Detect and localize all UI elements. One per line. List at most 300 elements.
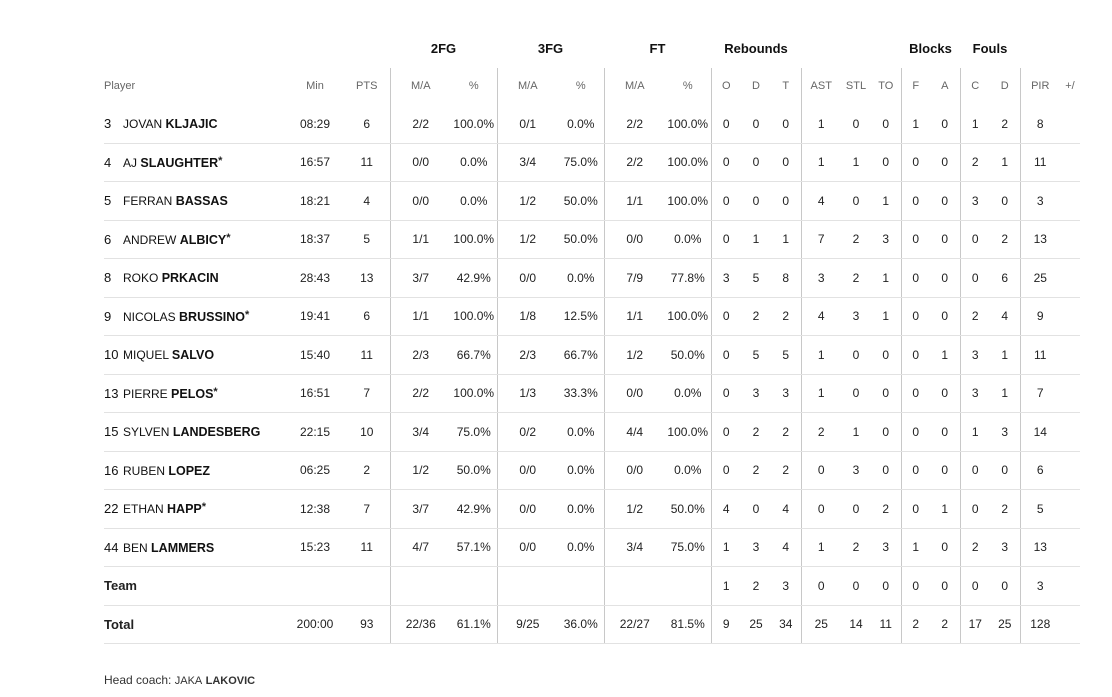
cell-ft-ma: 0/0 — [604, 220, 665, 259]
column-header-row — [104, 68, 1080, 106]
cell-ft-ma: 7/9 — [604, 259, 665, 298]
cell-ft-ma: 4/4 — [604, 413, 665, 452]
cell-reb-t: 1 — [771, 220, 801, 259]
cell-foul-d: 2 — [990, 220, 1020, 259]
cell-reb-o: 0 — [711, 105, 741, 143]
cell-2fg-ma — [390, 567, 451, 606]
player-number: 15 — [104, 424, 119, 440]
column-header-pts: PTS — [356, 80, 378, 93]
cell-reb-t: 4 — [771, 528, 801, 567]
player-first-name: MIQUEL — [123, 348, 169, 363]
cell-ft-pct: 50.0% — [665, 490, 711, 529]
cell-ast: 0 — [801, 451, 841, 490]
cell-stl: 0 — [841, 374, 871, 413]
player-number: 3 — [104, 116, 112, 132]
cell-ast: 7 — [801, 220, 841, 259]
column-header-3fg-ma: M/A — [497, 68, 558, 106]
cell-ft-pct: 81.5% — [665, 605, 711, 644]
cell-ft-pct: 100.0% — [665, 297, 711, 336]
player-last-name[interactable]: LANDESBERG — [172, 425, 261, 440]
cell-pir: 13 — [1020, 528, 1060, 567]
cell-2fg-ma: 1/1 — [390, 297, 451, 336]
cell-plusminus — [1060, 413, 1080, 452]
cell-foul-d: 0 — [990, 182, 1020, 221]
cell-ft-ma: 1/2 — [604, 490, 665, 529]
starter-mark: * — [213, 385, 218, 398]
cell-ft-pct: 100.0% — [665, 413, 711, 452]
player-cell[interactable] — [104, 451, 286, 490]
table-row[interactable] — [104, 220, 1080, 259]
cell-reb-t: 4 — [771, 490, 801, 529]
cell-reb-t: 0 — [771, 143, 801, 182]
group-header-misc — [801, 30, 901, 68]
player-last-name[interactable]: PELOS — [171, 386, 214, 401]
cell-pts: 4 — [344, 182, 390, 221]
table-row[interactable] — [104, 297, 1080, 336]
cell-reb-o: 0 — [711, 374, 741, 413]
cell-ast: 1 — [801, 105, 841, 143]
cell-3fg-pct: 0.0% — [558, 259, 604, 298]
cell-ft-ma — [604, 567, 665, 606]
player-cell[interactable] — [104, 105, 286, 143]
cell-min: 28:43 — [286, 259, 344, 298]
cell-min: 18:37 — [286, 220, 344, 259]
cell-stl: 3 — [841, 297, 871, 336]
cell-foul-d: 3 — [990, 413, 1020, 452]
cell-stl: 0 — [841, 567, 871, 606]
cell-reb-d: 3 — [741, 374, 771, 413]
cell-blk-f: 1 — [901, 528, 930, 567]
cell-to: 11 — [871, 605, 901, 644]
cell-to: 0 — [871, 451, 901, 490]
cell-blk-a: 0 — [930, 413, 960, 452]
player-number: 8 — [104, 270, 112, 286]
cell-ast: 1 — [801, 374, 841, 413]
cell-pts: 93 — [344, 605, 390, 644]
cell-2fg-ma: 3/7 — [390, 259, 451, 298]
cell-pir: 128 — [1020, 605, 1060, 644]
cell-reb-o: 0 — [711, 297, 741, 336]
cell-pts: 10 — [344, 413, 390, 452]
column-header-foul-c: C — [960, 68, 990, 106]
column-header-pir: PIR — [1020, 68, 1060, 106]
cell-to: 3 — [871, 528, 901, 567]
cell-2fg-ma: 2/2 — [390, 105, 451, 143]
player-first-name: SYLVEN — [123, 425, 170, 440]
player-first-name: ETHAN — [123, 502, 164, 517]
cell-reb-o: 1 — [711, 567, 741, 606]
cell-plusminus — [1060, 182, 1080, 221]
player-last-name[interactable]: ALBICY — [179, 232, 227, 247]
cell-foul-d: 6 — [990, 259, 1020, 298]
cell-plusminus — [1060, 528, 1080, 567]
player-last-name[interactable]: PRKACIN — [161, 271, 219, 286]
table-row[interactable] — [104, 413, 1080, 452]
player-first-name: NICOLAS — [123, 309, 176, 324]
cell-3fg-ma: 0/0 — [497, 451, 558, 490]
player-first-name: BEN — [123, 540, 148, 555]
cell-foul-d: 0 — [990, 567, 1020, 606]
cell-foul-c: 0 — [960, 259, 990, 298]
player-first-name: FERRAN — [123, 194, 173, 209]
cell-ft-pct: 75.0% — [665, 528, 711, 567]
cell-reb-d: 1 — [741, 220, 771, 259]
cell-reb-d: 5 — [741, 336, 771, 375]
cell-3fg-ma: 9/25 — [497, 605, 558, 644]
cell-reb-d: 2 — [741, 413, 771, 452]
cell-blk-a: 0 — [930, 220, 960, 259]
boxscore-table — [104, 30, 1080, 644]
cell-plusminus — [1060, 567, 1080, 606]
player-first-name: ROKO — [123, 271, 159, 286]
cell-2fg-pct: 0.0% — [451, 143, 497, 182]
cell-reb-t: 0 — [771, 105, 801, 143]
cell-ft-ma: 0/0 — [604, 451, 665, 490]
cell-plusminus — [1060, 451, 1080, 490]
player-cell[interactable] — [104, 374, 286, 413]
cell-blk-a: 0 — [930, 451, 960, 490]
group-header-2fg: 2FG — [430, 41, 457, 57]
cell-min — [286, 567, 344, 606]
table-row[interactable] — [104, 143, 1080, 182]
cell-3fg-ma: 2/3 — [497, 336, 558, 375]
cell-blk-f: 0 — [901, 413, 930, 452]
cell-2fg-pct: 100.0% — [451, 105, 497, 143]
cell-ast: 2 — [801, 413, 841, 452]
cell-to: 0 — [871, 143, 901, 182]
cell-to: 3 — [871, 220, 901, 259]
total-row — [104, 605, 1080, 644]
cell-min: 15:23 — [286, 528, 344, 567]
cell-to: 2 — [871, 490, 901, 529]
cell-stl: 1 — [841, 413, 871, 452]
player-last-name[interactable]: BASSAS — [175, 194, 228, 209]
cell-foul-c: 2 — [960, 143, 990, 182]
cell-stl: 2 — [841, 220, 871, 259]
cell-foul-c: 3 — [960, 336, 990, 375]
cell-blk-f: 0 — [901, 182, 930, 221]
cell-foul-c: 1 — [960, 413, 990, 452]
cell-blk-f: 0 — [901, 451, 930, 490]
cell-3fg-pct: 0.0% — [558, 105, 604, 143]
column-header-plusminus: +/ — [1065, 80, 1075, 93]
table-row[interactable] — [104, 374, 1080, 413]
cell-ft-pct — [665, 567, 711, 606]
player-first-name: JOVAN — [123, 117, 163, 132]
player-cell[interactable] — [104, 336, 286, 375]
cell-2fg-pct: 100.0% — [451, 220, 497, 259]
cell-stl: 0 — [841, 336, 871, 375]
player-cell[interactable] — [104, 220, 286, 259]
cell-ast: 3 — [801, 259, 841, 298]
cell-foul-d: 1 — [990, 336, 1020, 375]
cell-pir: 5 — [1020, 490, 1060, 529]
player-cell[interactable] — [104, 490, 286, 529]
cell-stl: 0 — [841, 182, 871, 221]
cell-foul-c: 0 — [960, 490, 990, 529]
cell-ft-ma: 22/27 — [604, 605, 665, 644]
player-last-name[interactable]: LAMMERS — [151, 540, 215, 555]
cell-foul-d: 0 — [990, 451, 1020, 490]
cell-reb-t: 3 — [771, 567, 801, 606]
cell-foul-c: 0 — [960, 567, 990, 606]
cell-stl: 0 — [841, 490, 871, 529]
group-header-3fg: 3FG — [537, 41, 564, 57]
cell-ast: 1 — [801, 143, 841, 182]
player-last-name[interactable]: SLAUGHTER — [140, 155, 219, 170]
group-header-empty — [104, 30, 390, 68]
cell-ft-pct: 100.0% — [665, 105, 711, 143]
cell-pts: 6 — [344, 105, 390, 143]
cell-reb-o: 1 — [711, 528, 741, 567]
cell-foul-c: 3 — [960, 374, 990, 413]
column-header-ft-ma: M/A — [604, 68, 665, 106]
cell-pts: 11 — [344, 528, 390, 567]
column-header-reb-d: D — [752, 80, 760, 93]
cell-plusminus — [1060, 143, 1080, 182]
cell-foul-c: 0 — [960, 451, 990, 490]
table-row[interactable] — [104, 259, 1080, 298]
cell-ast: 25 — [801, 605, 841, 644]
cell-to: 0 — [871, 336, 901, 375]
player-cell[interactable] — [104, 528, 286, 567]
cell-min: 08:29 — [286, 105, 344, 143]
team-label: Team — [104, 567, 286, 606]
cell-min: 19:41 — [286, 297, 344, 336]
player-cell[interactable] — [104, 259, 286, 298]
cell-pts: 7 — [344, 374, 390, 413]
cell-reb-d: 25 — [741, 605, 771, 644]
cell-reb-d: 0 — [741, 143, 771, 182]
cell-3fg-pct: 0.0% — [558, 413, 604, 452]
column-header-3fg-pct: % — [575, 80, 586, 93]
cell-stl: 0 — [841, 105, 871, 143]
cell-ft-pct: 0.0% — [665, 451, 711, 490]
cell-to: 1 — [871, 182, 901, 221]
cell-pir: 6 — [1020, 451, 1060, 490]
cell-to: 1 — [871, 259, 901, 298]
cell-reb-o: 0 — [711, 451, 741, 490]
cell-3fg-pct: 0.0% — [558, 451, 604, 490]
cell-reb-t: 8 — [771, 259, 801, 298]
column-header-stl: STL — [845, 80, 867, 93]
cell-reb-t: 2 — [771, 413, 801, 452]
cell-reb-o: 0 — [711, 143, 741, 182]
cell-foul-d: 1 — [990, 374, 1020, 413]
cell-pts: 13 — [344, 259, 390, 298]
cell-foul-c: 2 — [960, 528, 990, 567]
starter-mark: * — [201, 501, 207, 514]
player-number: 22 — [104, 501, 119, 517]
cell-ast: 0 — [801, 490, 841, 529]
cell-ast: 4 — [801, 297, 841, 336]
cell-min: 16:57 — [286, 143, 344, 182]
cell-blk-f: 0 — [901, 143, 930, 182]
cell-to: 0 — [871, 105, 901, 143]
cell-reb-o: 0 — [711, 220, 741, 259]
cell-2fg-pct: 66.7% — [451, 336, 497, 375]
starter-mark: * — [218, 154, 223, 167]
player-number: 9 — [104, 308, 112, 324]
cell-2fg-ma: 1/2 — [390, 451, 451, 490]
cell-blk-f: 0 — [901, 336, 930, 375]
cell-to: 1 — [871, 297, 901, 336]
cell-foul-c: 3 — [960, 182, 990, 221]
cell-3fg-ma: 1/3 — [497, 374, 558, 413]
cell-stl: 2 — [841, 259, 871, 298]
cell-3fg-ma: 0/2 — [497, 413, 558, 452]
cell-reb-d: 3 — [741, 528, 771, 567]
cell-plusminus — [1060, 336, 1080, 375]
cell-reb-d: 0 — [741, 182, 771, 221]
table-row[interactable] — [104, 105, 1080, 143]
head-coach-label: Head coach: — [104, 673, 172, 687]
cell-reb-t: 0 — [771, 182, 801, 221]
table-row[interactable] — [104, 182, 1080, 221]
cell-ast: 1 — [801, 528, 841, 567]
cell-foul-c: 2 — [960, 297, 990, 336]
cell-2fg-pct: 0.0% — [451, 182, 497, 221]
table-row[interactable] — [104, 528, 1080, 567]
cell-pir: 3 — [1020, 182, 1060, 221]
cell-3fg-pct: 33.3% — [558, 374, 604, 413]
total-label: Total — [104, 605, 286, 644]
column-header-min: Min — [306, 80, 324, 93]
cell-min: 18:21 — [286, 182, 344, 221]
cell-foul-d: 1 — [990, 143, 1020, 182]
cell-blk-a: 0 — [930, 143, 960, 182]
cell-2fg-ma: 3/4 — [390, 413, 451, 452]
cell-min: 16:51 — [286, 374, 344, 413]
cell-reb-d: 0 — [741, 105, 771, 143]
cell-pts: 5 — [344, 220, 390, 259]
cell-stl: 2 — [841, 528, 871, 567]
cell-blk-f: 0 — [901, 220, 930, 259]
player-number: 44 — [104, 539, 119, 555]
table-row[interactable] — [104, 490, 1080, 529]
column-header-2fg-pct: % — [468, 80, 479, 93]
column-header-blk-f: F — [901, 68, 930, 106]
player-number: 16 — [104, 462, 119, 478]
cell-reb-o: 3 — [711, 259, 741, 298]
cell-3fg-ma: 3/4 — [497, 143, 558, 182]
cell-blk-a: 1 — [930, 336, 960, 375]
player-cell[interactable] — [104, 413, 286, 452]
cell-reb-d: 5 — [741, 259, 771, 298]
player-first-name: RUBEN — [123, 463, 166, 478]
cell-3fg-pct — [558, 567, 604, 606]
player-last-name[interactable]: KLJAJIC — [165, 117, 218, 132]
player-last-name[interactable]: LOPEZ — [168, 463, 211, 478]
table-row[interactable] — [104, 451, 1080, 490]
cell-blk-a: 0 — [930, 567, 960, 606]
cell-blk-a: 0 — [930, 259, 960, 298]
cell-blk-a: 2 — [930, 605, 960, 644]
cell-ft-ma: 3/4 — [604, 528, 665, 567]
column-header-blk-a: A — [941, 80, 949, 93]
cell-reb-o: 0 — [711, 336, 741, 375]
cell-plusminus — [1060, 605, 1080, 644]
player-number: 6 — [104, 231, 112, 247]
starter-mark: * — [226, 231, 231, 244]
cell-2fg-ma: 1/1 — [390, 220, 451, 259]
player-cell[interactable] — [104, 143, 286, 182]
cell-3fg-ma: 0/0 — [497, 528, 558, 567]
cell-pir: 8 — [1020, 105, 1060, 143]
cell-3fg-pct: 12.5% — [558, 297, 604, 336]
cell-pir: 14 — [1020, 413, 1060, 452]
cell-3fg-pct: 0.0% — [558, 528, 604, 567]
player-number: 5 — [104, 193, 112, 209]
cell-reb-d: 2 — [741, 567, 771, 606]
cell-to: 0 — [871, 567, 901, 606]
column-header-reb-t: T — [782, 80, 790, 93]
cell-blk-f: 0 — [901, 374, 930, 413]
column-header-player: Player — [104, 80, 136, 93]
column-header-reb-o: O — [711, 68, 741, 106]
cell-foul-d: 4 — [990, 297, 1020, 336]
cell-3fg-ma — [497, 567, 558, 606]
group-header-fouls: Fouls — [972, 41, 1008, 57]
cell-foul-c: 17 — [960, 605, 990, 644]
cell-blk-f: 0 — [901, 490, 930, 529]
cell-reb-t: 3 — [771, 374, 801, 413]
cell-2fg-pct: 61.1% — [451, 605, 497, 644]
cell-ft-pct: 100.0% — [665, 182, 711, 221]
cell-2fg-ma: 4/7 — [390, 528, 451, 567]
cell-ft-ma: 1/1 — [604, 297, 665, 336]
head-coach-first-name: JAKA — [174, 675, 203, 687]
player-cell[interactable] — [104, 297, 286, 336]
cell-3fg-pct: 50.0% — [558, 182, 604, 221]
cell-ast: 0 — [801, 567, 841, 606]
cell-ft-ma: 2/2 — [604, 143, 665, 182]
cell-3fg-ma: 0/0 — [497, 490, 558, 529]
table-row[interactable] — [104, 336, 1080, 375]
player-last-name[interactable]: BRUSSINO — [179, 309, 246, 324]
cell-reb-t: 2 — [771, 451, 801, 490]
cell-ft-ma: 1/1 — [604, 182, 665, 221]
cell-foul-c: 1 — [960, 105, 990, 143]
cell-2fg-ma: 2/3 — [390, 336, 451, 375]
cell-reb-t: 34 — [771, 605, 801, 644]
cell-ft-pct: 100.0% — [665, 143, 711, 182]
cell-blk-a: 0 — [930, 182, 960, 221]
cell-plusminus — [1060, 490, 1080, 529]
cell-foul-d: 25 — [990, 605, 1020, 644]
group-header-rebounds: Rebounds — [724, 41, 788, 57]
cell-ft-ma: 2/2 — [604, 105, 665, 143]
cell-blk-a: 1 — [930, 490, 960, 529]
cell-3fg-ma: 1/2 — [497, 182, 558, 221]
cell-2fg-pct: 50.0% — [451, 451, 497, 490]
column-header-to: TO — [878, 80, 894, 93]
cell-pir: 9 — [1020, 297, 1060, 336]
player-first-name: ANDREW — [123, 232, 177, 247]
cell-reb-d: 0 — [741, 490, 771, 529]
cell-3fg-pct: 36.0% — [558, 605, 604, 644]
cell-2fg-pct — [451, 567, 497, 606]
cell-pir: 7 — [1020, 374, 1060, 413]
cell-pts: 11 — [344, 336, 390, 375]
player-last-name[interactable]: HAPP — [167, 502, 202, 517]
player-cell[interactable] — [104, 182, 286, 221]
player-last-name[interactable]: SALVO — [171, 348, 215, 363]
player-number: 13 — [104, 385, 119, 401]
cell-min: 15:40 — [286, 336, 344, 375]
cell-plusminus — [1060, 105, 1080, 143]
cell-plusminus — [1060, 297, 1080, 336]
